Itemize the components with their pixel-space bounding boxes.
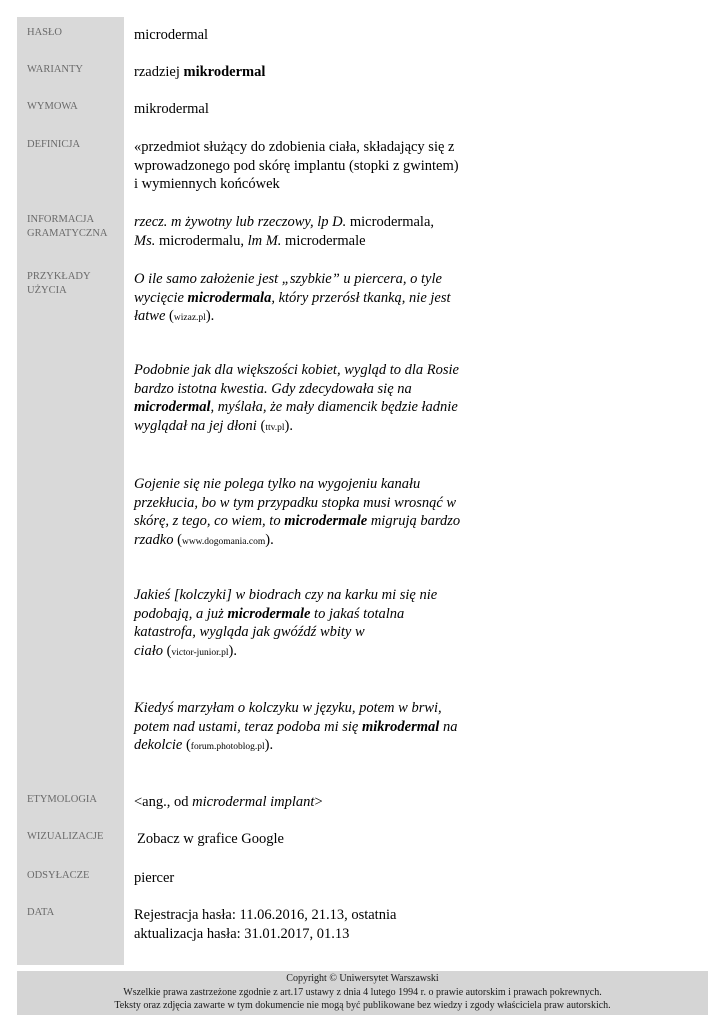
label-etymologia: ETYMOLOGIA xyxy=(27,794,97,805)
usage-example xyxy=(134,361,459,438)
variant-prefix: rzadziej xyxy=(134,64,180,80)
footer-rights: Wszelkie prawa zastrzeżone zgodnie z art.17 ustawy z dnia 4 lutego 1994 r. o prawie autorskim i prawach pokrewnych. xyxy=(123,986,602,998)
example-source: www.dogomania.com xyxy=(181,537,266,548)
label-wymowa: WYMOWA xyxy=(27,101,78,112)
source-paren-close: ). xyxy=(205,308,215,325)
label-line: GRAMATYCZNA xyxy=(27,227,108,239)
grammar-tag: rzecz. m żywotny lub rzeczowy, lp D. xyxy=(134,214,347,230)
example-text: O ile samo założenie jest „szybkie” u piercera, o tyle xyxy=(134,271,442,287)
usage-example xyxy=(134,699,457,757)
example-source: ttv.pl xyxy=(265,423,285,434)
example-text: katastrofa, wygląda jak gwóźdź wbity w xyxy=(134,624,365,641)
google-images-link[interactable]: Zobacz w grafice Google xyxy=(137,831,284,847)
source-paren-open: ( xyxy=(169,308,174,325)
footer-notice: Teksty oraz zdjęcia zawarte w tym dokumencie nie mogą być publikowane bez wiedzy i zgody właściciela praw autorskich. xyxy=(114,1000,611,1011)
label-line: UŻYCIA xyxy=(27,284,67,296)
example-text: wyglądał na jej dłoni xyxy=(134,418,257,435)
pronunciation: mikrodermal xyxy=(134,101,209,117)
grammar-info xyxy=(134,213,434,250)
source-paren-open: ( xyxy=(260,418,266,435)
example-text: to jakaś totalna xyxy=(314,605,405,622)
example-text: podobają, a już xyxy=(134,605,224,622)
grammar-tag: lm M. xyxy=(247,232,282,249)
example-source: wizaz.pl xyxy=(173,313,206,324)
entry-dates xyxy=(134,906,396,943)
variant-form: mikrodermal xyxy=(183,64,266,80)
example-keyword: microdermal xyxy=(134,399,211,416)
label-line: INFORMACJA xyxy=(27,214,95,225)
label-wizualizacje: WIZUALIZACJE xyxy=(27,831,104,842)
label-informacja-gramatyczna xyxy=(27,213,108,240)
example-text: bardzo istotna kwestia. Gdy zdecydowała się na xyxy=(134,380,412,397)
grammar-form: microdermale xyxy=(285,232,366,249)
example-keyword: mikrodermal xyxy=(361,718,440,735)
label-definicja: DEFINICJA xyxy=(27,139,81,150)
footer-copyright: Copyright © Uniwersytet Warszawski xyxy=(286,973,439,984)
example-keyword: microdermale xyxy=(227,605,311,622)
etymology xyxy=(134,793,323,812)
headword: microdermal xyxy=(134,27,209,43)
example-text: skórę, z tego, co wiem, to xyxy=(134,513,281,530)
label-odsylacze: ODSYŁACZE xyxy=(27,870,90,881)
example-text: Gojenie się nie polega tylko na wygojeniu kanału xyxy=(134,476,421,492)
example-text: , myślała, że mały diamencik będzie ładnie xyxy=(210,399,458,416)
example-source: victor-junior.pl xyxy=(171,648,229,659)
label-data: DATA xyxy=(27,907,55,918)
label-warianty: WARIANTY xyxy=(27,64,83,75)
example-text: ciało xyxy=(134,643,163,660)
grammar-tag: Ms. xyxy=(134,232,156,249)
example-text: rzadko xyxy=(134,532,174,549)
date-line: Rejestracja hasła: 11.06.2016, 21.13, ostatnia xyxy=(134,907,397,923)
example-source: forum.photoblog.pl xyxy=(190,742,265,753)
definition-line: «przedmiot służący do zdobienia ciała, składający się z xyxy=(134,139,455,155)
example-text: na xyxy=(442,718,458,735)
example-text: potem nad ustami, teraz podoba mi się xyxy=(134,718,359,735)
etymology-source-term: microdermal implant xyxy=(192,794,315,810)
example-text: Jakieś [kolczyki] w biodrach czy na karku mi się nie xyxy=(134,587,438,603)
definition-line: wprowadzonego pod skórę implantu (stopki z gwintem) xyxy=(134,157,459,174)
label-haslo: HASŁO xyxy=(27,27,63,38)
label-line: PRZYKŁADY xyxy=(27,271,91,282)
usage-example xyxy=(134,270,451,328)
usage-example xyxy=(134,586,437,663)
example-text: łatwe xyxy=(134,308,166,325)
source-paren-open: ( xyxy=(166,643,172,660)
source-paren-close: ). xyxy=(264,737,274,754)
grammar-form: microdermalu, xyxy=(158,232,244,249)
source-paren-close: ). xyxy=(265,532,274,549)
example-keyword: microdermale xyxy=(284,513,368,530)
etymology-text: > xyxy=(314,794,323,810)
grammar-form: microdermala, xyxy=(349,214,435,230)
source-paren-close: ). xyxy=(284,418,293,435)
definition xyxy=(134,138,459,194)
example-text: , który przerósł tkanką, nie jest xyxy=(271,289,451,306)
copyright-footer xyxy=(17,971,708,1015)
usage-example xyxy=(134,475,460,552)
source-paren-close: ). xyxy=(228,643,238,660)
cross-reference: piercer xyxy=(134,870,175,886)
example-text: przekłucia, bo w tym przypadku stopka musi wrosnąć w xyxy=(134,494,457,511)
etymology-text: <ang., od xyxy=(134,794,189,810)
example-text: Podobnie jak dla większości kobiet, wygląd to dla Rosie xyxy=(134,362,459,378)
source-paren-open: ( xyxy=(185,737,191,754)
example-text: dekolcie xyxy=(134,737,183,754)
definition-line: i wymiennych końcówek xyxy=(134,176,280,193)
example-text: Kiedyś marzyłam o kolczyku w języku, potem w brwi, xyxy=(134,700,442,716)
source-paren-open: ( xyxy=(177,532,182,549)
label-przyklady-uzycia xyxy=(27,270,91,297)
example-text: wycięcie xyxy=(134,289,184,306)
label-column xyxy=(17,17,124,965)
variants-value xyxy=(134,63,265,82)
example-text: migrują bardzo xyxy=(370,513,461,530)
example-keyword: microdermala xyxy=(187,289,272,306)
date-line: aktualizacja hasła: 31.01.2017, 01.13 xyxy=(134,925,350,942)
